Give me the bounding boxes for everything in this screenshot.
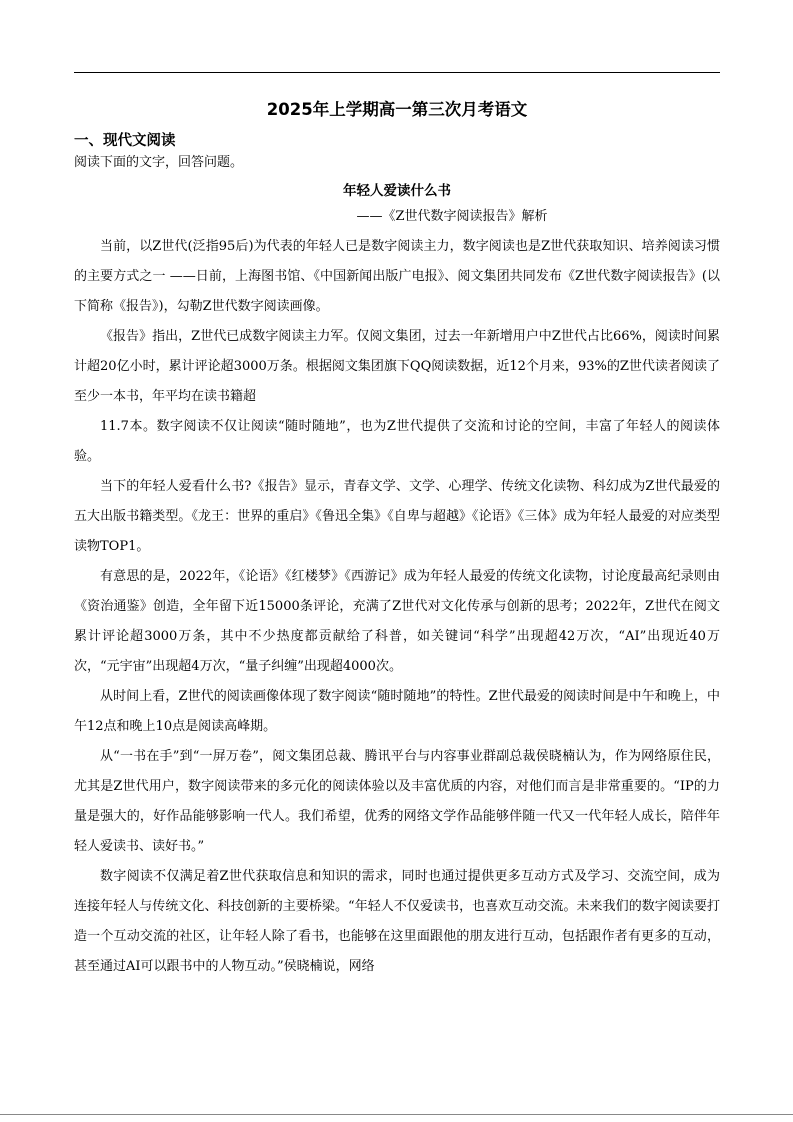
article-paragraph: 数字阅读不仅满足着Z世代获取信息和知识的需求，同时也通过提供更多互动方式及学习、交流空间，成为连接年轻人与传统文化、科技创新的主要桥梁。“年轻人不仅爱读书，也喜欢互动交流。未来我们的数字阅读要打造一个互动交流的社区，让年轻人除了看书，也能够在这里面跟他的朋友进行互动，包括跟作者有更多的互动，甚至通过AI可以跟书中的人物互动。”侯晓楠说，网络 [74, 869, 720, 974]
article-paragraph: 当下的年轻人爱看什么书?《报告》显示，青春文学、文学、心理学、传统文化读物、科幻成为Z世代最爱的五大出版书籍类型。《龙王：世界的重启》《鲁迅全集》《自卑与超越》《论语》《三体》成为年轻人最爱的对应类型读物TOP1。 [74, 479, 720, 554]
article-paragraph: 有意思的是，2022年，《论语》《红楼梦》《西游记》成为年轻人最爱的传统文化读物，讨论度最高纪录则由《资治通鉴》创造，全年留下近15000条评论，充满了Z世代对文化传承与创新的思考；2022年，Z世代在阅文累计评论超3000万条，其中不少热度都贡献给了科普，如关键词“科学”出现超42万次，“AI”出现近40万次，“元宇宙”出现超4万次，“量子纠缠”出现超4000次。 [74, 569, 720, 674]
section-heading: 一、现代文阅读 [74, 133, 176, 149]
article-title: 年轻人爱读什么书 [343, 183, 451, 199]
article-paragraph: 从时间上看，Z世代的阅读画像体现了数字阅读“随时随地”的特性。Z世代最爱的阅读时间是中午和晚上，中午12点和晚上10点是阅读高峰期。 [74, 689, 720, 734]
article-subtitle: ——《Z世代数字阅读报告》解析 [356, 209, 548, 224]
article-paragraph: 11.7本。数字阅读不仅让阅读“随时随地”，也为Z世代提供了交流和讨论的空间，丰富了年轻人的阅读体验。 [74, 419, 720, 464]
header-rule [74, 72, 720, 73]
instruction-text: 阅读下面的文字，回答问题。 [74, 155, 244, 170]
footer-rule [0, 1114, 793, 1115]
article-paragraph: 当前，以Z世代(泛指95后)为代表的年轻人已是数字阅读主力，数字阅读也是Z世代获取知识、培养阅读习惯的主要方式之一 ——日前，上海图书馆、《中国新闻出版广电报》、阅文集团共同发布《Z世代数字阅读报告》(以下简称《报告》)，勾勒Z世代数字阅读画像。 [74, 239, 720, 314]
page-content [74, 98, 720, 982]
exam-title: 2025年上学期高一第三次月考语文 [266, 100, 528, 119]
article-paragraph: 《报告》指出，Z世代已成数字阅读主力军。仅阅文集团，过去一年新增用户中Z世代占比66%，阅读时间累计超20亿小时，累计评论超3000万条。根据阅文集团旗下QQ阅读数据，近12个月来，93%的Z世代读者阅读了至少一本书，年平均在读书籍超 [74, 329, 720, 404]
article-paragraph: 从“一书在手”到“一屏万卷”，阅文集团总裁、腾讯平台与内容事业群副总裁侯晓楠认为，作为网络原住民，尤其是Z世代用户，数字阅读带来的多元化的阅读体验以及丰富优质的内容，对他们而言是非常重要的。“IP的力量是强大的，好作品能够影响一代人。我们希望，优秀的网络文学作品能够伴随一代又一代年轻人成长，陪伴年轻人爱读书、读好书。” [74, 749, 720, 854]
